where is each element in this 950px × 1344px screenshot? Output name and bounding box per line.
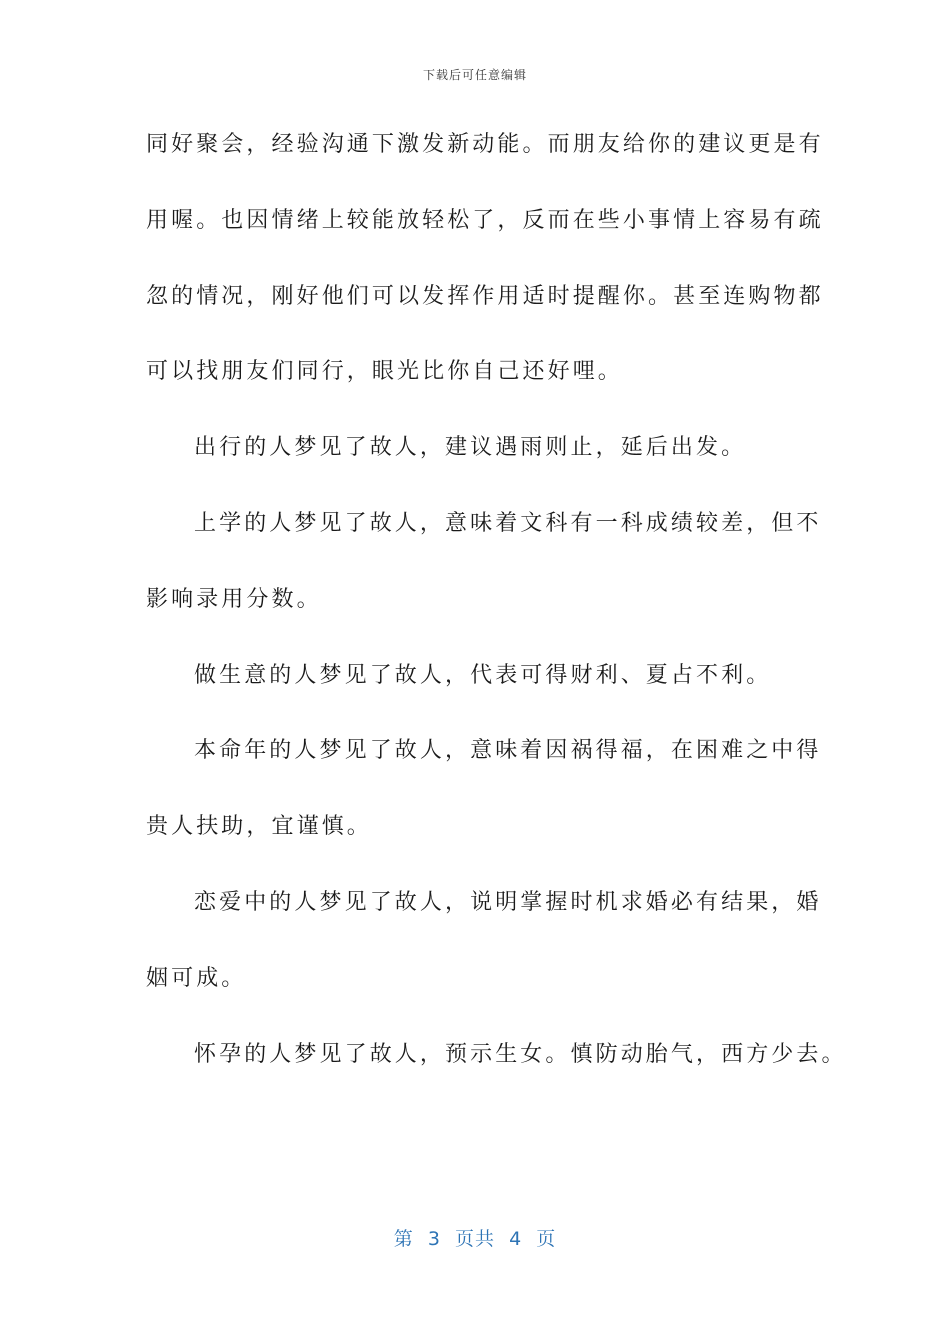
text-line-4: 可以找朋友们同行，眼光比你自己还好哩。 bbox=[146, 359, 623, 385]
text-line-5: 出行的人梦见了故人，建议遇雨则止，延后出发。 bbox=[194, 435, 747, 461]
document-body bbox=[146, 124, 847, 1109]
text-line-7: 影响录用分数。 bbox=[146, 586, 322, 612]
text-line-2: 用喔。也因情绪上较能放轻松了，反而在些小事情上容易有疏 bbox=[146, 207, 824, 233]
text-line-8: 做生意的人梦见了故人，代表可得财利、夏占不利。 bbox=[194, 662, 772, 688]
text-line-1: 同好聚会，经验沟通下激发新动能。而朋友给你的建议更是有 bbox=[146, 132, 824, 157]
page-header-note: 下载后可任意编辑 bbox=[422, 68, 527, 82]
text-line-6: 上学的人梦见了故人，意味着文科有一科成绩较差，但不 bbox=[194, 510, 822, 536]
text-line-11: 恋爱中的人梦见了故人，说明掌握时机求婚必有结果，婚 bbox=[194, 889, 822, 915]
text-line-12: 姻可成。 bbox=[146, 965, 247, 991]
text-line-9: 本命年的人梦见了故人，意味着因祸得福，在困难之中得 bbox=[194, 738, 822, 764]
text-line-13: 怀孕的人梦见了故人，预示生女。慎防动胎气，西方少去。 bbox=[194, 1041, 847, 1067]
page-number-footer: 第 3 页共 4 页 bbox=[393, 1228, 557, 1250]
text-line-10: 贵人扶助，宜谨慎。 bbox=[146, 814, 372, 840]
text-line-3: 忽的情况，刚好他们可以发挥作用适时提醒你。甚至连购物都 bbox=[146, 283, 824, 309]
